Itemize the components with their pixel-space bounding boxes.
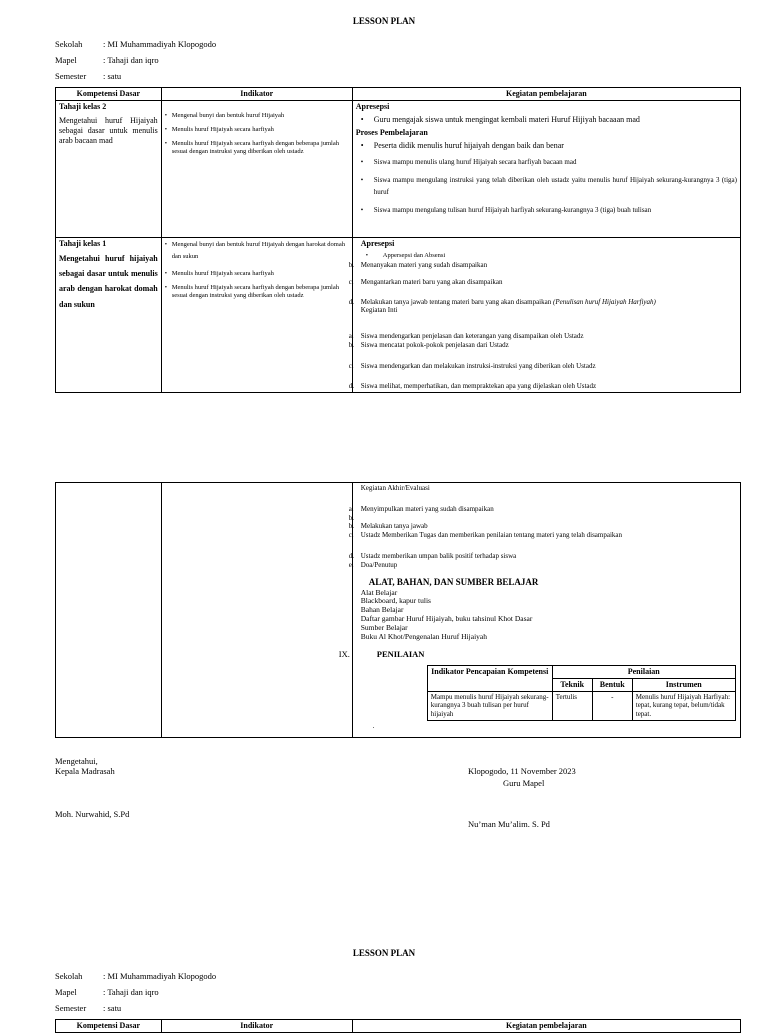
kegiatan-item: Siswa melihat, memperhatikan, dan mempraktekan apa yang dijelaskan oleh Ustadz [360, 382, 597, 391]
lesson-table-2 [55, 1019, 741, 1033]
indikator-item: • Menulis huruf Hijaiyah secara harfiyah [165, 126, 349, 134]
header-kegiatan: Kegiatan pembelajaran [352, 88, 740, 101]
pt-header-penilaian: Penilaian [552, 665, 735, 678]
lesson-table-continued: Kegiatan Akhir/Evaluasi a. Menyimpulkan materi yang sudah disampaikan b. b. Melakukan tanya jawab c. Ustadz Memberikan Tugas dan memberikan penilaian tentang materi yang telah disampaikan d. Ustadz memberikan umpan balik positif terhadap siswa e. Doa/Penutup ALAT, BAHAN, DAN SUMBER BELAJAR Alat Belajar Blackboard, kapur tulis Bahan Belajar Daftar gambar Huruf Hijaiyah, buku tahsinul Khot Dasar Sumber Belajar Buku Al Khot/Pengenalan Huruf Hijaiyah IX. PENILAIAN Indikator Pencapaian Kompetensi Penilaian Teknik Bentuk Instrumen Mampu menulis huruf Hijaiyah sekurang-kurangnya 3 buah tulisan per huruf hijaiyah Tertulis - Menulis huruf Hijaiyah Harfiyah: tepat, kurang tepat, belum/tidak tepat. . [55, 482, 741, 738]
pt-cell: Menulis huruf Hijaiyah Harfiyah: tepat, kurang tepat, belum/tidak tepat. [632, 691, 735, 720]
kegiatan-item: • Peserta didik menulis huruf hijaiyah dengan baik dan benar [356, 141, 737, 151]
page-title-2: LESSON PLAN [352, 948, 416, 958]
header-indikator: Indikator [161, 88, 352, 101]
pt-header-instrumen: Instrumen [632, 678, 735, 691]
meta-block-2 [55, 971, 216, 1019]
meta-label: Mapel [55, 55, 77, 65]
meta-label: Semester [55, 1003, 87, 1013]
meta-value: : satu [103, 1003, 122, 1013]
meta-label: Sekolah [55, 39, 83, 49]
kegiatan-item: • Siswa mampu mengulang instruksi yang telah diberikan oleh ustadz yaitu menulis huruf Hijaiyah sekurang-kurangnya 3 (tiga) huruf [356, 174, 737, 199]
indikator-item: • Menulis huruf Hijaiyah secara harfiyah dengan beberapa jumlah sesuai dengan instruksi yang diberikan oleh ustadz [165, 284, 349, 300]
meta-value: : Tahaji dan iqro [103, 55, 159, 65]
kd-title: Tahaji kelas 1 [59, 239, 107, 248]
alat-line: Bahan Belajar [360, 605, 404, 615]
kegiatan-item: Melakukan tanya jawab tentang materi baru yang akan disampaikan [360, 297, 552, 306]
kegiatan-item [361, 514, 363, 522]
indikator-list [165, 112, 349, 157]
kegiatan-inti-label: Kegiatan Inti [360, 306, 398, 315]
indikator-item: • Mengenal bunyi dan bentuk huruf Hijaiyah dengan harokat domah dan sukun [165, 239, 349, 264]
meta-value: : satu [103, 71, 122, 81]
alat-line: Alat Belajar [360, 587, 398, 597]
kegiatan-item: Ustadz Memberikan Tugas dan memberikan penilaian tentang materi yang telah disampaikan [360, 531, 623, 539]
meta-value: : Tahaji dan iqro [103, 987, 159, 997]
kegiatan-item: Siswa mendengarkan penjelasan dan keterangan yang disampaikan oleh Ustadz [360, 332, 584, 341]
section-apresepsi: Apresepsi [360, 239, 395, 248]
meta-block [55, 39, 216, 87]
sig-guru-name: Nu’man Mu’alim. S. Pd [468, 819, 550, 829]
alat-line: Buku Al Khot/Pengenalan Huruf Hijaiyah [360, 631, 487, 641]
kegiatan-item: • Appersepsi dan Absensi [361, 252, 737, 260]
lesson-table: Kompetensi Dasar Indikator Kegiatan pembelajaran Tahaji kelas 2 Mengetahui huruf Hijaiyah sebagai dasar untuk menulis arab bacaan mad • Mengenal bunyi dan bentuk huruf Hijaiyah • Menulis huruf Hijaiyah secara harfiyah • Menulis huruf Hijaiyah secara harfiyah dengan beberapa jumlah sesuai dengan instruksi yang diberikan oleh ustadz Apresepsi • Guru mengajak siswa untuk mengingat kembali materi Huruf Hijiyah bacaaan mad Proses Pembelajaran • Peserta didik menulis huruf hijaiyah dengan baik dan benar • Siswa mampu menulis ulang huruf Hijaiyah secara harfiyah bacaan mad • Siswa mampu mengulang instruksi yang telah diberikan oleh ustadz yaitu menulis huruf Hijaiyah sekurang-kurangnya 3 (tiga) huruf • Siswa mampu mengulang tulisan huruf Hijaiyah harfiyah sekurang-kurangnya 3 (tiga) buah tulisan Tahaji kelas 1 Mengetahui huruf hijaiyah sebagai dasar untuk menulis arab dengan harokat domah dan sukun • Mengenal bunyi dan bentuk huruf Hijaiyah dengan harokat domah dan sukun • Menulis huruf Hijaiyah secara harfiyah • Menulis huruf Hijaiyah secara harfiyah dengan beberapa jumlah sesuai dengan instruksi yang diberikan oleh ustadz Apresepsi • Appersepsi dan Absensi b. Menanyakan materi yang sudah disampaikan c. Mengantarkan materi baru yang akan disampaikan d. Melakukan tanya jawab tentang materi baru yang akan disampaikan (Penulisan huruf Hijaiyah Harfiyah) Kegiatan Inti a. Siswa mendengarkan penjelasan dan keterangan yang disampaikan oleh Ustadz b. Siswa mencatat pokok-pokok penjelasan dari Ustadz c. Siswa mendengarkan dan melakukan instruksi-instruksi yang diberikan oleh Ustadz d. Siswa melihat, memperhatikan, dan mempraktekan apa yang dijelaskan oleh Ustadz [55, 87, 741, 393]
italic-note: (Penulisan huruf Hijaiyah Harfiyah) [552, 297, 656, 306]
trailing-dot: . [372, 721, 375, 730]
kegiatan-item: Siswa mendengarkan dan melakukan instruksi-instruksi yang diberikan oleh Ustadz [360, 361, 596, 370]
kegiatan-item: Melakukan tanya jawab [360, 522, 428, 531]
kegiatan-item: Siswa mencatat pokok-pokok penjelasan dari Ustadz [360, 340, 509, 349]
header-indikator: Indikator [161, 1020, 352, 1033]
kegiatan-item: • Siswa mampu mengulang tulisan huruf Hijaiyah harfiyah sekurang-kurangnya 3 (tiga) buah tulisan [356, 206, 737, 215]
pt-cell: Tertulis [552, 691, 592, 720]
page-title: LESSON PLAN [352, 16, 416, 26]
pt-cell: Mampu menulis huruf Hijaiyah sekurang-kurangnya 3 buah tulisan per huruf hijaiyah [427, 691, 552, 720]
header-kegiatan: Kegiatan pembelajaran [352, 1020, 740, 1033]
kd-text: Mengetahui huruf hijaiyah sebagai dasar untuk menulis arab dengan harokat domah dan sukun [59, 254, 158, 309]
kegiatan-akhir-label: Kegiatan Akhir/Evaluasi [360, 484, 430, 492]
kegiatan-item: Doa/Penutup [360, 560, 398, 569]
kegiatan-item: • Guru mengajak siswa untuk mengingat kembali materi Huruf Hijiyah bacaaan mad [356, 115, 737, 125]
sig-kepala-name: Moh. Nurwahid, S.Pd [55, 809, 130, 819]
meta-value: : MI Muhammadiyah Klopogodo [103, 39, 217, 49]
kegiatan-item: Ustadz memberikan umpan balik positif terhadap siswa [360, 551, 517, 560]
kegiatan-item: Menyimpulkan materi yang sudah disampaikan [360, 504, 494, 513]
sig-date: Klopogodo, 11 November 2023 [468, 766, 576, 776]
kd-text: Mengetahui huruf Hijaiyah sebagai dasar untuk menulis arab bacaan mad [59, 116, 158, 145]
alat-title: ALAT, BAHAN, DAN SUMBER BELAJAR [368, 577, 539, 588]
alat-line: Daftar gambar Huruf Hijaiyah, buku tahsinul Khot Dasar [360, 614, 533, 624]
alat-line: Sumber Belajar [360, 622, 408, 632]
sig-kepala: Kepala Madrasah [55, 766, 115, 776]
section-proses: Proses Pembelajaran [355, 128, 428, 137]
alat-line: Blackboard, kapur tulis [360, 596, 431, 606]
penilaian-number: IX. [338, 648, 350, 659]
meta-value: : MI Muhammadiyah Klopogodo [103, 971, 217, 981]
indikator-item: • Menulis huruf Hijaiyah secara harfiyah [165, 270, 349, 278]
kegiatan-item: Menanyakan materi yang sudah disampaikan [360, 261, 488, 270]
penilaian-title: PENILAIAN [376, 648, 425, 659]
pt-header-indikator: Indikator Pencapaian Kompetensi [427, 665, 552, 691]
kd-title: Tahaji kelas 2 [59, 102, 107, 111]
pt-header-teknik: Teknik [552, 678, 592, 691]
meta-label: Semester [55, 71, 87, 81]
meta-label: Sekolah [55, 971, 83, 981]
pt-cell: - [592, 691, 632, 720]
section-apresepsi: Apresepsi [355, 102, 390, 111]
sig-guru: Guru Mapel [503, 778, 545, 788]
kegiatan-item: • Siswa mampu menulis ulang huruf Hijaiyah secara harfiyah bacaan mad [356, 158, 737, 167]
kegiatan-item: Mengantarkan materi baru yang akan disampaikan [360, 277, 503, 286]
meta-label: Mapel [55, 987, 77, 997]
indikator-item: • Mengenal bunyi dan bentuk huruf Hijaiyah [165, 112, 349, 120]
pt-header-bentuk: Bentuk [592, 678, 632, 691]
header-kompetensi: Kompetensi Dasar [56, 88, 162, 101]
indikator-list [165, 239, 349, 300]
header-kompetensi: Kompetensi Dasar [56, 1020, 162, 1033]
indikator-item: • Menulis huruf Hijaiyah secara harfiyah dengan beberapa jumlah sesuai dengan instruksi yang diberikan oleh ustadz [165, 140, 349, 156]
sig-mengetahui: Mengetahui, [55, 756, 98, 766]
penilaian-table [427, 665, 736, 721]
